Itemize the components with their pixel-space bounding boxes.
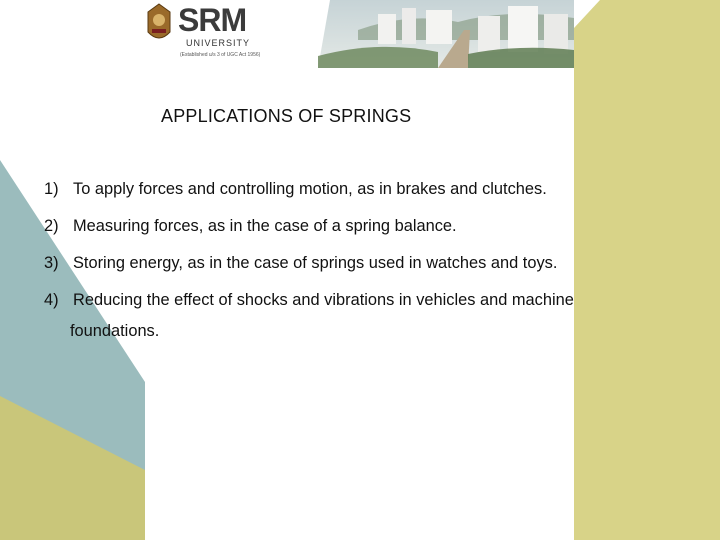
list-item — [44, 289, 694, 311]
item-number: 2) — [44, 217, 59, 235]
item-4-continuation: foundations. — [70, 322, 160, 340]
list-item — [44, 215, 694, 237]
item-number: 1) — [44, 180, 59, 198]
item-number: 3) — [44, 254, 59, 272]
slide-title: APPLICATIONS OF SPRINGS — [161, 106, 412, 126]
logo-wordmark: SRM — [178, 2, 247, 38]
logo-subtitle: UNIVERSITY — [186, 38, 251, 48]
list-item — [44, 178, 694, 200]
item-text: Measuring forces, as in the case of a spring balance. — [73, 217, 457, 235]
item-text: Reducing the effect of shocks and vibrations in vehicles and machine — [73, 291, 574, 309]
applications-list — [44, 178, 694, 326]
item-text: Storing energy, as in the case of springs used in watches and toys. — [73, 254, 558, 272]
campus-photo-banner — [318, 0, 574, 68]
item-text: To apply forces and controlling motion, as in brakes and clutches. — [73, 180, 547, 198]
item-number: 4) — [44, 291, 59, 309]
logo-fine-print: (Established u/s 3 of UGC Act 1956) — [180, 52, 261, 58]
list-item — [44, 252, 694, 274]
srm-university-logo — [146, 0, 261, 64]
university-seal-icon — [146, 2, 172, 46]
